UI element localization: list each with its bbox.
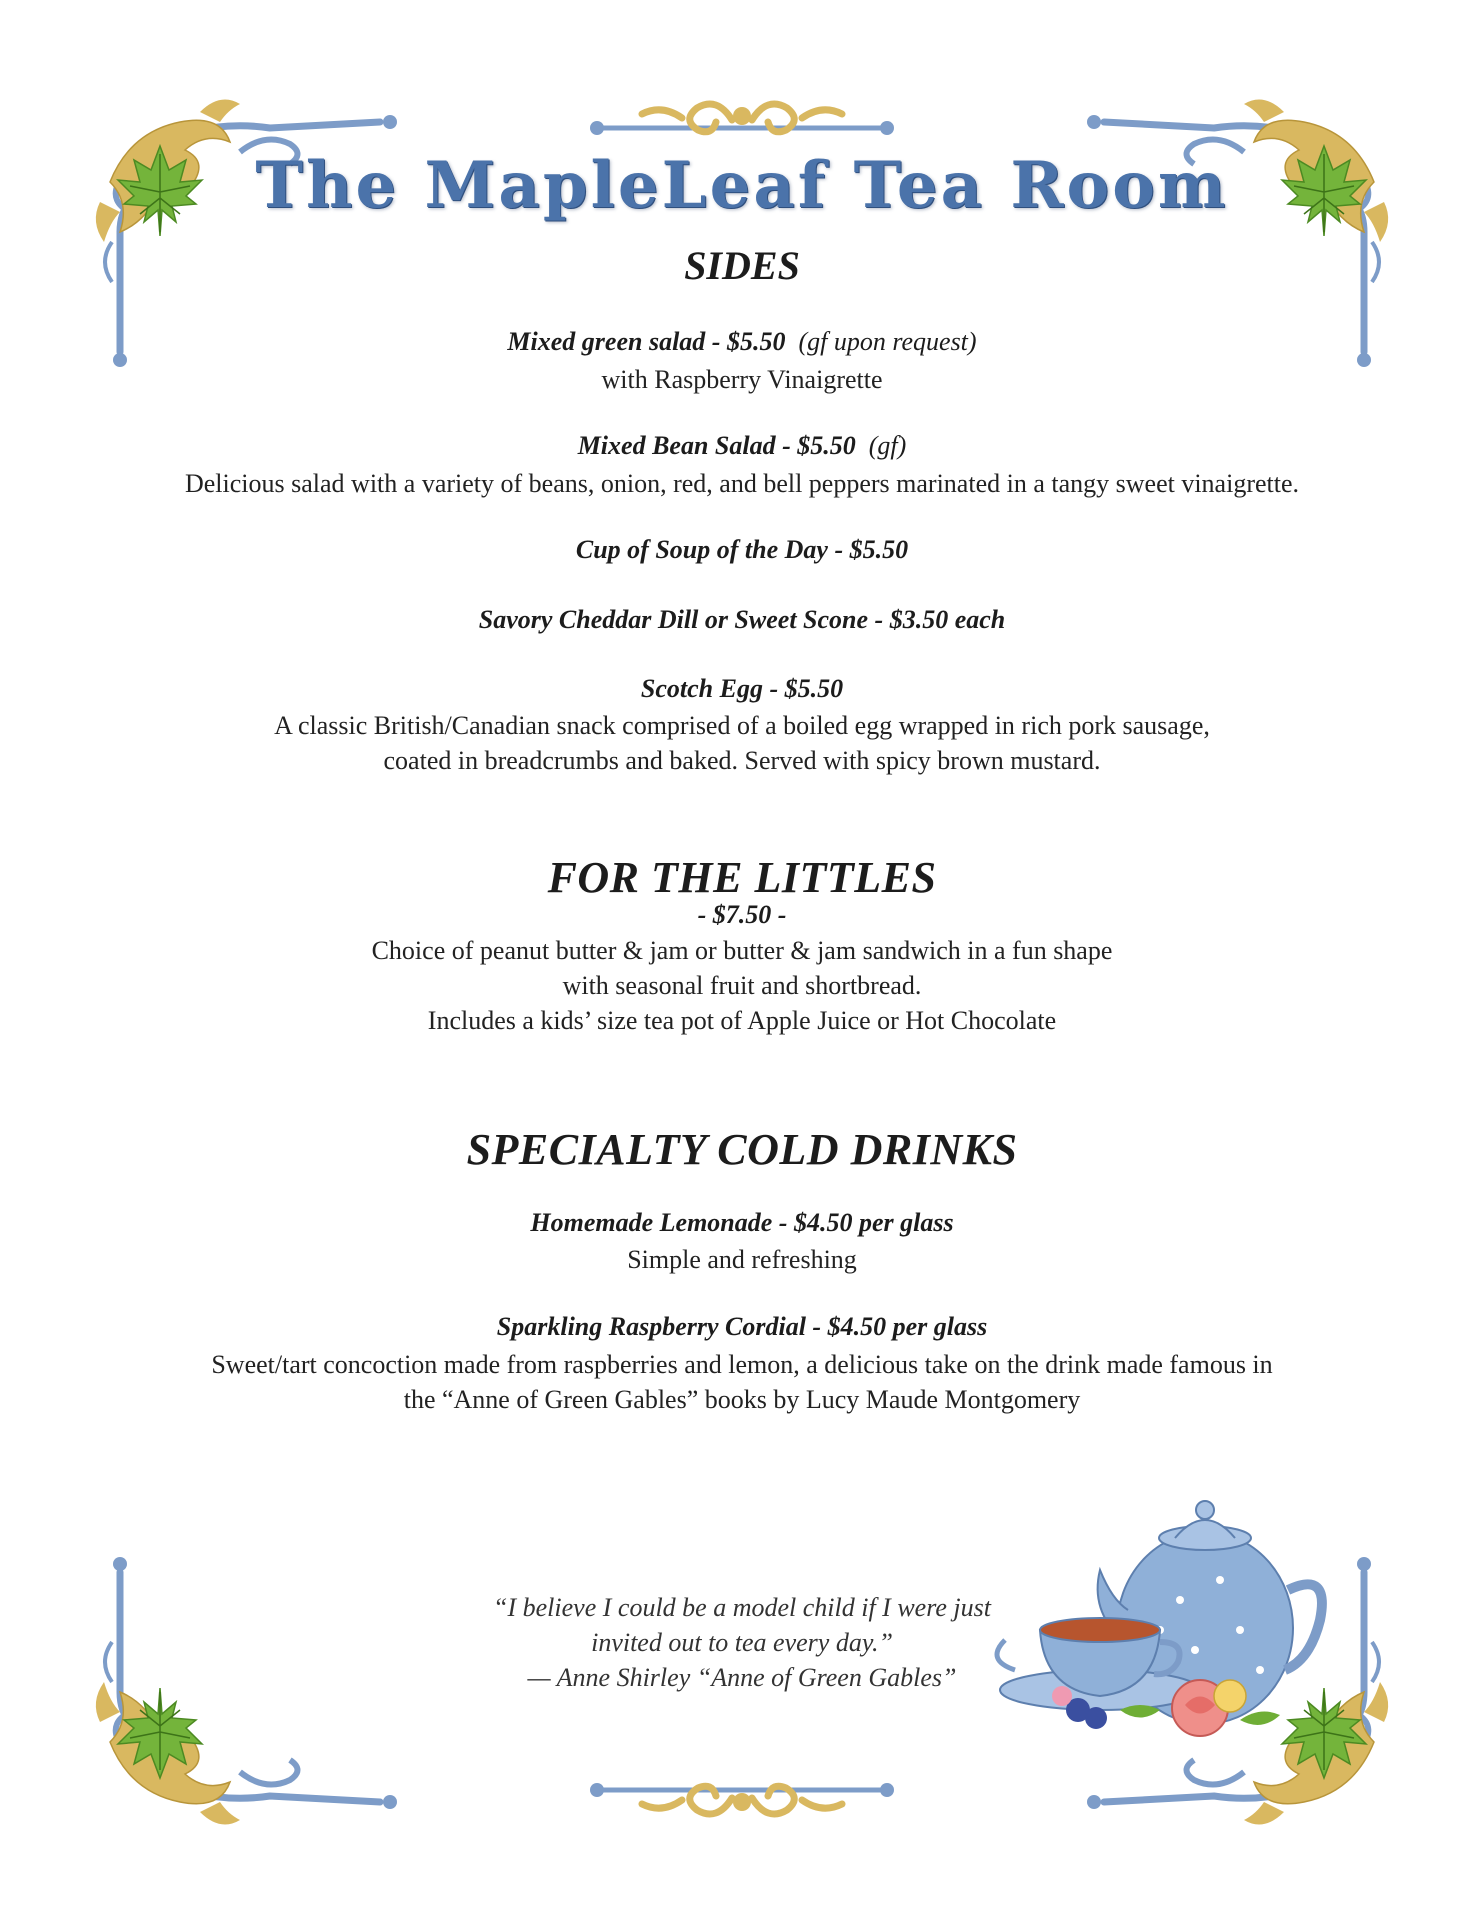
quote-block	[420, 1590, 1064, 1695]
quote-attribution: — Anne Shirley “Anne of Green Gables”	[527, 1663, 957, 1692]
item-note: (gf)	[868, 431, 907, 460]
littles-description: Includes a kids’ size tea pot of Apple Juice or Hot Chocolate	[427, 1006, 1057, 1035]
item-name: Mixed green salad - $5.50	[507, 327, 786, 356]
menu-item-mixed-green-salad	[0, 327, 1484, 357]
sides-heading: SIDES	[684, 243, 800, 288]
menu-item-scone: Savory Cheddar Dill or Sweet Scone - $3.50 each	[478, 605, 1006, 634]
item-description: the “Anne of Green Gables” books by Lucy Maude Montgomery	[403, 1385, 1081, 1414]
littles-description: with seasonal fruit and shortbread.	[562, 971, 922, 1000]
drinks-heading: SPECIALTY COLD DRINKS	[466, 1125, 1018, 1174]
item-name: Mixed Bean Salad - $5.50	[577, 431, 856, 460]
item-description: Sweet/tart concoction made from raspberries and lemon, a delicious take on the drink made famous in	[211, 1350, 1273, 1379]
menu-item-cup-of-soup: Cup of Soup of the Day - $5.50	[575, 535, 909, 564]
menu-item-lemonade: Homemade Lemonade - $4.50 per glass	[530, 1208, 954, 1237]
item-description: Delicious salad with a variety of beans, onion, red, and bell peppers marinated in a tangy sweet vinaigrette.	[184, 469, 1300, 498]
littles-price: - $7.50 -	[697, 900, 787, 929]
littles-description: Choice of peanut butter & jam or butter & jam sandwich in a fun shape	[371, 936, 1113, 965]
menu-item-mixed-bean-salad	[0, 431, 1484, 461]
item-description: coated in breadcrumbs and baked. Served with spicy brown mustard.	[383, 746, 1101, 775]
page-title: The MapleLeaf Tea Room	[255, 148, 1229, 223]
item-description: Simple and refreshing	[627, 1245, 857, 1274]
item-description: with Raspberry Vinaigrette	[601, 365, 883, 394]
quote-line: invited out to tea every day.”	[591, 1628, 893, 1657]
item-note: (gf upon request)	[798, 327, 977, 356]
corner-ornament-bottom-left	[96, 1557, 397, 1825]
bottom-flourish	[590, 1783, 894, 1814]
top-flourish	[590, 104, 894, 135]
menu-item-scotch-egg: Scotch Egg - $5.50	[640, 674, 844, 703]
littles-heading: FOR THE LITTLES	[547, 853, 937, 902]
menu-item-raspberry-cordial: Sparkling Raspberry Cordial - $4.50 per glass	[496, 1312, 988, 1341]
item-description: A classic British/Canadian snack comprised of a boiled egg wrapped in rich pork sausage,	[274, 711, 1210, 740]
quote-line: “I believe I could be a model child if I were just	[493, 1593, 991, 1622]
